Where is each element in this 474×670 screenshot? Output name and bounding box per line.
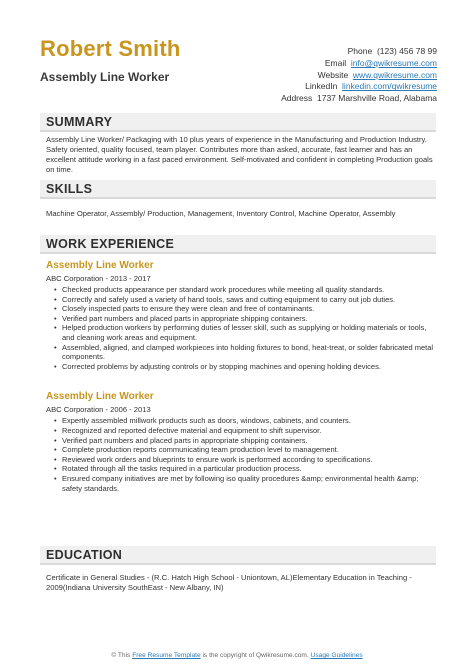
candidate-title: Assembly Line Worker: [40, 70, 170, 84]
job-bullet: • Ensured company initiatives are met by following iso quality procedures &amp; environmental health &amp; safety standards.: [54, 473, 419, 493]
address-label: Address: [281, 93, 313, 104]
experience-heading: WORK EXPERIENCE: [46, 237, 175, 251]
phone-value: (123) 456 78 99: [376, 46, 437, 56]
free-template-link[interactable]: Free Resume Template: [132, 652, 201, 659]
education-heading-bar: [40, 546, 436, 565]
contact-phone-row: [281, 46, 437, 58]
job-bullet: • Expertly assembled millwork products such as doors, windows, cabinets, and counters.: [54, 416, 351, 426]
website-link[interactable]: www.qwikresume.com: [352, 69, 437, 80]
experience-section: [40, 235, 436, 493]
contact-block: [281, 46, 437, 105]
job-bullets: [40, 414, 436, 493]
job-bullet: • Verified part numbers and placed parts in appropriate shipping containers.: [54, 435, 308, 445]
linkedin-label: LinkedIn: [305, 81, 338, 92]
summary-text: Assembly Line Worker/ Packaging with 10 plus years of experience in the Manufacturing and Production Industry. Safety oriented, quality focused, team player. Contributes more than asked, accurate, fast learner and has an excellent attitude working in a fast paced environment. Self-motivated and confident in completing Production goals on time.: [46, 135, 433, 174]
footer: [0, 652, 474, 659]
contact-website-row: [281, 70, 437, 82]
contact-linkedin-row: [281, 81, 437, 93]
job-bullet: • Closely inspected parts to ensure they were clean and free of contaminants.: [54, 304, 315, 314]
linkedin-link[interactable]: linkedin.com/qwikresume: [342, 81, 437, 92]
candidate-name: Robert Smith: [40, 36, 181, 61]
job-bullet: • Corrected problems by adjusting controls or by stopping machines and opening holding devices.: [54, 361, 381, 371]
footer-prefix: © This: [111, 652, 131, 659]
experience-heading-bar: [40, 235, 436, 254]
education-heading: EDUCATION: [46, 548, 123, 562]
job-company-dates: ABC Corporation - 2013 - 2017: [46, 274, 151, 283]
skills-heading: SKILLS: [46, 182, 93, 196]
contact-email-row: [281, 58, 437, 70]
job-entry: [40, 254, 436, 371]
job-bullets: [40, 283, 436, 371]
job-bullet: • Checked products appearance per standard work procedures while meeting all quality standards.: [54, 285, 385, 294]
footer-copyright-text: is the copyright of Qwikresume.com.: [202, 652, 309, 659]
job-bullet: • Verified part numbers and placed parts in appropriate shipping containers.: [54, 313, 308, 323]
skills-section: [40, 180, 436, 219]
job-title: Assembly Line Worker: [46, 391, 154, 403]
job-entry: [40, 371, 436, 493]
education-section: [40, 546, 436, 593]
job-bullet: • Assembled, aligned, and clamped workpieces into holding fixtures to bond, heat-treat, or solder fabricated metal components.: [54, 342, 434, 362]
skills-heading-bar: [40, 180, 436, 199]
job-bullet: • Helped production workers by performing duties of lesser skill, such as supplying or holding materials or tools, and cleaning work areas and equipment.: [54, 323, 427, 342]
phone-label: Phone: [347, 46, 373, 56]
resume-header: [0, 0, 474, 110]
education-text: Certificate in General Studies - (R.C. Hatch High School - Uniontown, AL)Elementary Education in Teaching - 2009(Indiana University SouthEast - New Albany, IN): [46, 573, 412, 592]
usage-guidelines-link[interactable]: Usage Guidelines: [310, 652, 363, 659]
job-company-dates: ABC Corporation - 2006 - 2013: [46, 405, 151, 415]
job-bullet: • Reviewed work orders and blueprints to ensure work is performed according to specifications.: [54, 454, 373, 464]
summary-heading-bar: [40, 113, 436, 132]
address-value: 1737 Marshville Road, Alabama: [316, 93, 437, 104]
email-link[interactable]: info@qwikresume.com: [350, 57, 437, 68]
job-bullet: • Rotated through all the tasks required in a particular production process.: [54, 464, 302, 474]
contact-address-row: [281, 93, 437, 105]
website-label: Website: [317, 69, 349, 80]
job-bullet: • Recognized and reported defective material and equipment to shift supervisor.: [54, 425, 322, 435]
email-label: Email: [324, 57, 347, 68]
job-title: Assembly Line Worker: [46, 260, 154, 271]
summary-heading: SUMMARY: [46, 115, 113, 129]
job-bullet: • Correctly and safely used a variety of hand tools, saws and cutting equipment to carry out job duties.: [54, 294, 396, 304]
job-bullet: • Complete production reports communicating team production level to management.: [54, 445, 339, 455]
skills-text: Machine Operator, Assembly/ Production, Management, Inventory Control, Machine Operator, Assembly: [46, 209, 396, 218]
summary-section: [40, 113, 436, 175]
